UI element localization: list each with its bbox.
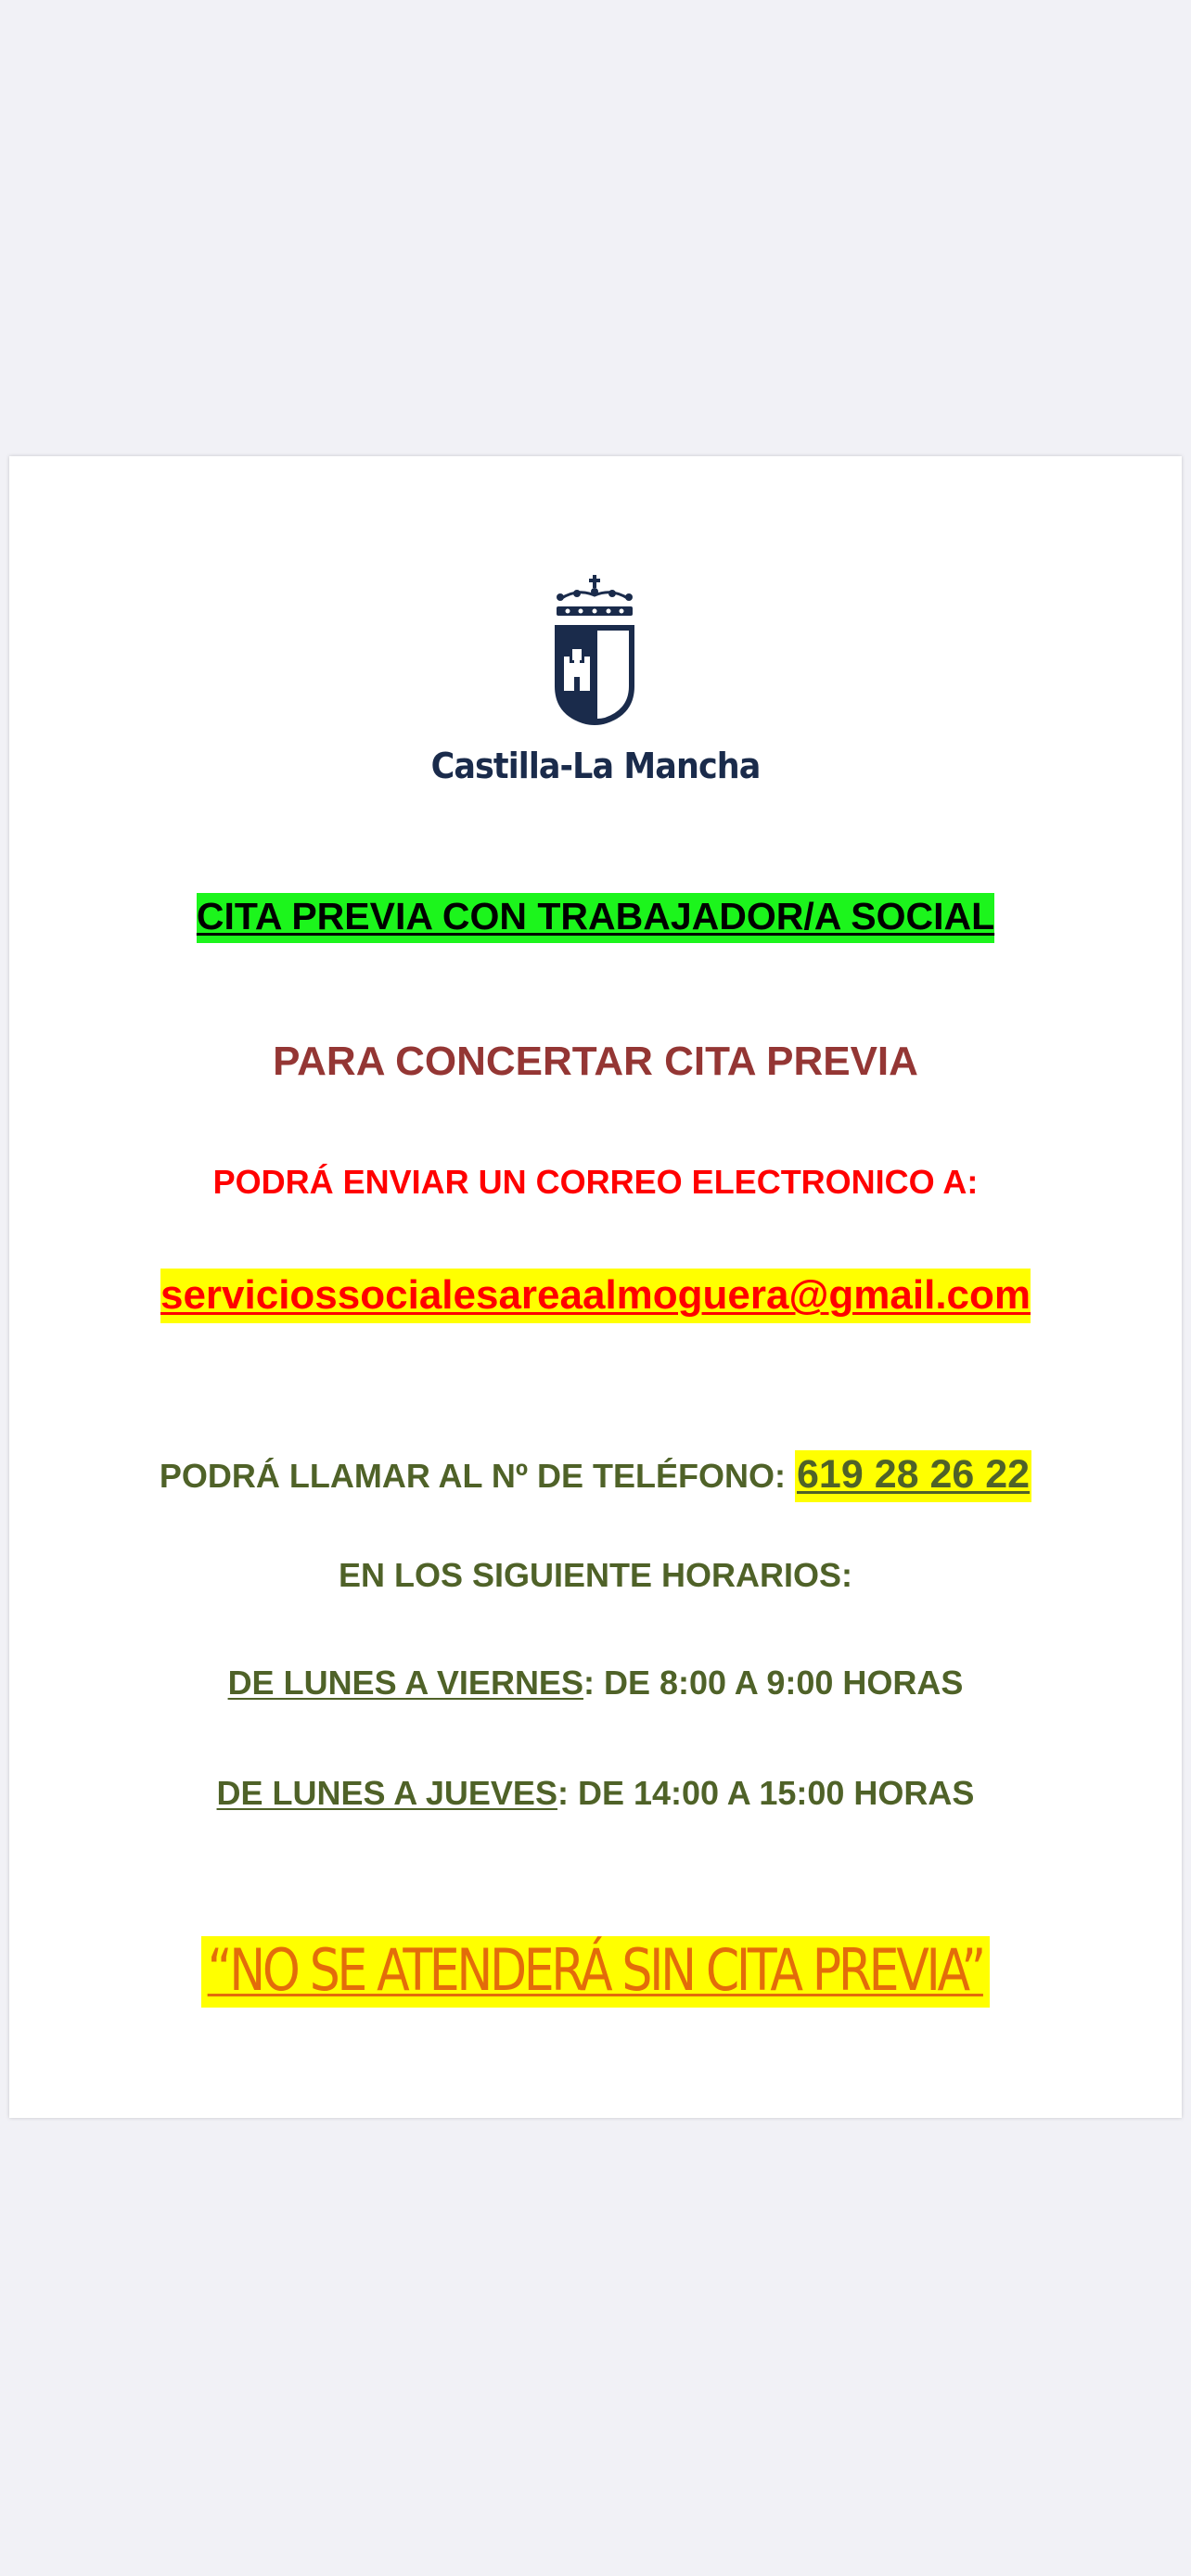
coat-of-arms-icon <box>549 575 642 733</box>
email-intro: PODRÁ ENVIAR UN CORREO ELECTRONICO A: <box>212 1163 979 1201</box>
title-highlight: CITA PREVIA CON TRABAJADOR/A SOCIAL <box>197 893 994 943</box>
schedule-hours: : DE 8:00 A 9:00 HORAS <box>583 1664 964 1702</box>
document-page <box>9 456 1182 2118</box>
schedule-row <box>9 1774 1182 1813</box>
schedule-hours: : DE 14:00 A 15:00 HORAS <box>557 1774 975 1812</box>
warning-text: “NO SE ATENDERÁ SIN CITA PREVIA” <box>201 1936 990 2008</box>
email-link[interactable]: serviciossocialesareaalmoguera@gmail.com <box>160 1269 1031 1323</box>
subtitle: PARA CONCERTAR CITA PREVIA <box>273 1039 918 1084</box>
schedule-days: DE LUNES A JUEVES <box>216 1774 557 1812</box>
castilla-la-mancha-logo <box>9 575 1182 786</box>
page-title <box>9 895 1182 938</box>
schedule-days: DE LUNES A VIERNES <box>227 1664 583 1702</box>
phone-line <box>9 1452 1182 1498</box>
phone-number[interactable]: 619 28 26 22 <box>795 1450 1031 1502</box>
logo-text: Castilla-La Mancha <box>430 746 761 786</box>
phone-label: PODRÁ LLAMAR AL Nº DE TELÉFONO: <box>159 1457 796 1495</box>
warning-notice <box>9 1936 1182 2008</box>
hours-intro: EN LOS SIGUIENTE HORARIOS: <box>338 1556 853 1594</box>
schedule-row <box>9 1664 1182 1702</box>
email-address[interactable] <box>9 1272 1182 1319</box>
